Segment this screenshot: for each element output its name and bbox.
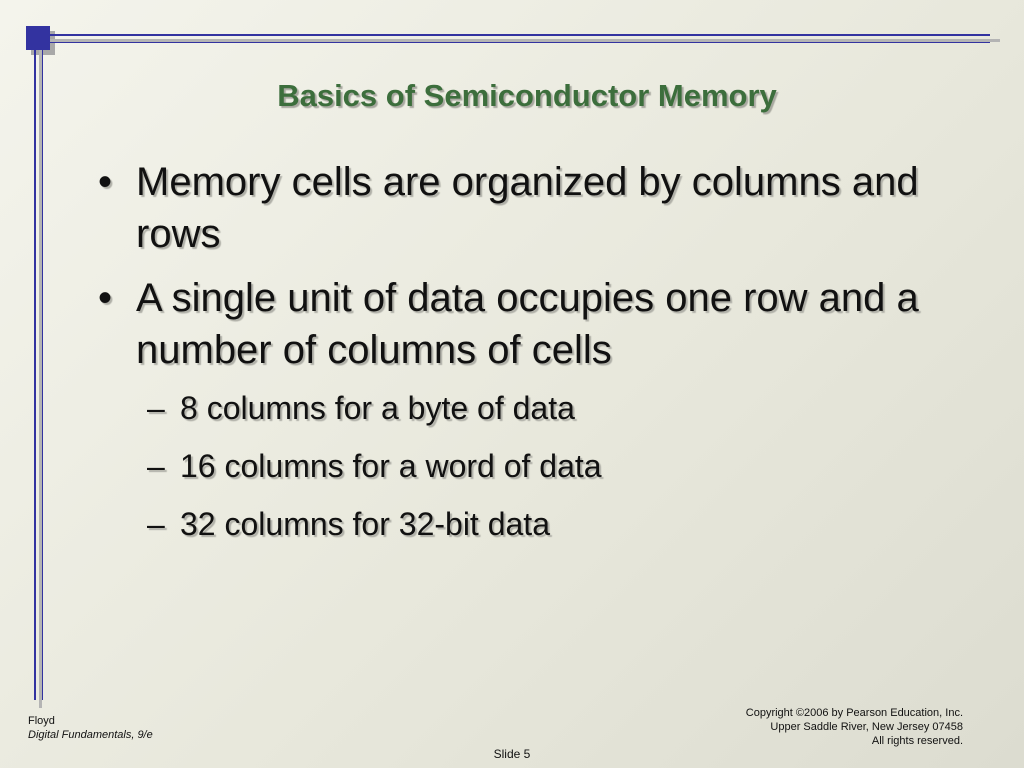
bullet-marker: • (98, 160, 113, 204)
subbullet-item (98, 388, 958, 428)
subbullet-text: 32 columns for 32-bit data (180, 506, 550, 542)
bullet-item (98, 156, 958, 260)
frame-line-top (50, 34, 990, 36)
corner-square-decoration (26, 26, 50, 50)
footer-author-block (28, 714, 153, 742)
slide-body (98, 156, 958, 562)
bullet-marker: • (98, 276, 113, 320)
frame-line-left (34, 50, 36, 700)
footer-copyright-block (746, 706, 963, 748)
bullet-text: A single unit of data occupies one row and a number of columns of cells (136, 276, 919, 372)
footer-author: Floyd (28, 715, 55, 727)
copyright-line: Upper Saddle River, New Jersey 07458 (770, 721, 963, 733)
bullet-item (98, 272, 958, 376)
copyright-line: All rights reserved. (871, 735, 963, 747)
subbullet-marker: – (147, 506, 165, 542)
footer-book-title: Digital Fundamentals, 9/e (28, 729, 153, 741)
frame-line-top-inner (50, 42, 990, 43)
slide-number: Slide 5 (493, 747, 531, 761)
slide-title: Basics of Semiconductor Memory (277, 78, 777, 113)
subbullet-marker: – (147, 448, 165, 484)
subbullet-marker: – (147, 390, 165, 426)
bullet-text: Memory cells are organized by columns and rows (136, 160, 919, 256)
frame-line-left-inner (42, 50, 43, 700)
subbullet-text: 16 columns for a word of data (180, 448, 602, 484)
subbullet-text: 8 columns for a byte of data (180, 390, 575, 426)
copyright-line: Copyright ©2006 by Pearson Education, Inc. (745, 707, 963, 719)
subbullet-item (98, 504, 958, 544)
subbullet-item (98, 446, 958, 486)
